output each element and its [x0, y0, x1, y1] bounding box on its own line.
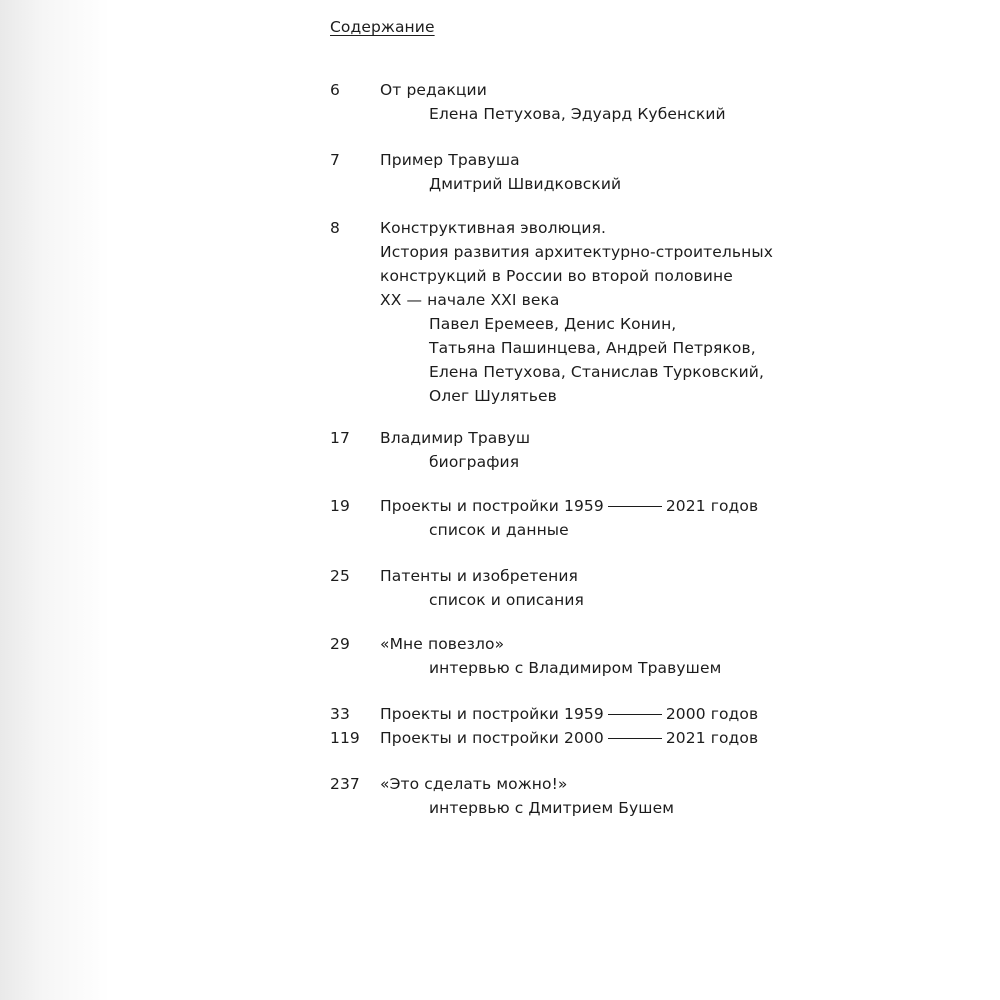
title-start: Проекты и постройки 2000	[380, 729, 604, 747]
entry-title: От редакции	[380, 81, 487, 99]
entry-authors: Елена Петухова, Эдуард Кубенский	[429, 105, 726, 123]
entry-title-line: конструкций в России во второй половине	[380, 267, 733, 285]
page-number: 19	[330, 497, 350, 515]
dash-separator	[608, 506, 662, 508]
entry-title	[380, 702, 758, 726]
page-number: 237	[330, 775, 360, 793]
entry-authors-line: Елена Петухова, Станислав Турковский,	[429, 363, 764, 381]
toc-heading: Содержание	[330, 18, 435, 36]
title-end: 2021 годов	[665, 729, 759, 747]
entry-title	[380, 494, 758, 518]
entry-title: «Мне повезло»	[380, 635, 505, 653]
entry-title-line: История развития архитектурно-строительных	[380, 243, 773, 261]
entry-title: Пример Травуша	[380, 151, 520, 169]
page-number: 29	[330, 635, 350, 653]
page-number: 7	[330, 151, 340, 169]
title-start: Проекты и постройки 1959	[380, 497, 604, 515]
page-number: 33	[330, 705, 350, 723]
entry-title: «Это сделать можно!»	[380, 775, 568, 793]
page-number: 17	[330, 429, 350, 447]
entry-title	[380, 726, 758, 750]
dash-separator	[608, 738, 662, 740]
entry-authors: Дмитрий Швидковский	[429, 175, 622, 193]
entry-authors: Павел Еремеев, Денис Конин,	[429, 315, 677, 333]
entry-subtitle: список и данные	[429, 521, 569, 539]
title-start: Проекты и постройки 1959	[380, 705, 604, 723]
entry-subtitle: биография	[429, 453, 520, 471]
entry-title: Конструктивная эволюция.	[380, 219, 607, 237]
entry-subtitle: интервью с Дмитрием Бушем	[429, 799, 674, 817]
entry-subtitle: список и описания	[429, 591, 584, 609]
entry-title: Владимир Травуш	[380, 429, 531, 447]
title-end: 2021 годов	[665, 497, 759, 515]
page-number: 25	[330, 567, 350, 585]
entry-authors-line: Татьяна Пашинцева, Андрей Петряков,	[429, 339, 756, 357]
page-number: 119	[330, 729, 360, 747]
page-number: 8	[330, 219, 340, 237]
entry-title: Патенты и изобретения	[380, 567, 578, 585]
entry-title-line: XX — начале XXI века	[380, 291, 560, 309]
dash-separator	[608, 714, 662, 716]
entry-subtitle: интервью с Владимиром Травушем	[429, 659, 722, 677]
title-end: 2000 годов	[665, 705, 759, 723]
entry-authors-line: Олег Шулятьев	[429, 387, 557, 405]
page-number: 6	[330, 81, 340, 99]
